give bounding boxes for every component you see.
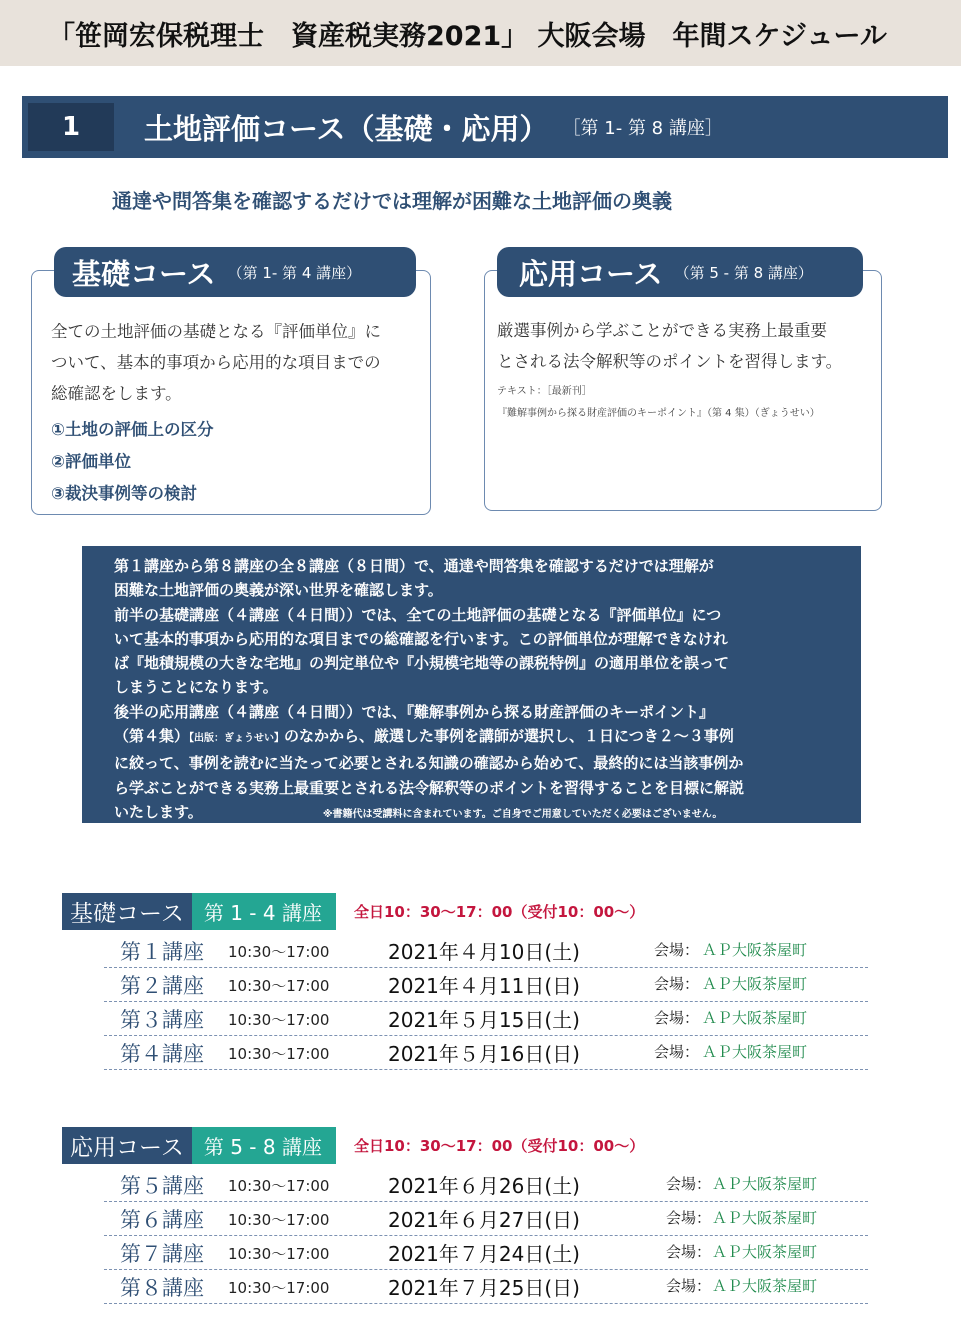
table-row [104,1270,868,1304]
venue-label: 会場： [654,1009,700,1027]
info-line [114,800,861,827]
lecture-number: 第２講座 [120,974,204,998]
info-line: しまうことになります。 [114,678,278,697]
advanced-schedule-time: 全日10：30～17：00（受付10：00～） [353,1137,645,1155]
advanced-desc-line: 厳選事例から学ぶことができる実務上最重要 [497,321,827,340]
basic-course-description [51,316,421,409]
venue-name: ＡＰ大阪茶屋町 [702,1009,808,1027]
lecture-time: 10:30～17:00 [228,1245,330,1263]
venue-name: ＡＰ大阪茶屋町 [702,941,808,959]
basic-desc-line: 総確認をします。 [51,384,182,403]
lecture-number: 第７講座 [120,1242,204,1266]
lecture-time: 10:30～17:00 [228,943,330,961]
info-line: ば『地積規模の大きな宅地』の判定単位や『小規模宅地等の課税特例』の適用単位を誤って [114,654,730,673]
lecture-number: 第８講座 [120,1276,204,1300]
basic-schedule-name: 基礎コース [62,893,192,930]
table-row [104,1236,868,1270]
venue-name: ＡＰ大阪茶屋町 [712,1243,818,1261]
lecture-number: 第６講座 [120,1208,204,1232]
venue-label: 会場： [666,1175,712,1193]
book-fee-note: ※書籍代は受講料に含まれています。ご自身でご用意していただく必要はございません。 [322,808,723,820]
info-line-part: いたします。 [114,802,203,821]
section-header [22,96,948,158]
venue-label: 会場： [654,1043,700,1061]
venue-label: 会場： [654,941,700,959]
table-row [104,934,868,968]
basic-desc-line: 全ての土地評価の基礎となる『評価単位』に [51,322,381,341]
basic-schedule-range: 第 1 - 4 講座 [192,893,336,930]
basic-point-2: ②評価単位 [51,452,131,471]
venue-name: ＡＰ大阪茶屋町 [702,975,808,993]
section-number: 1 [28,103,114,151]
lecture-time: 10:30～17:00 [228,1045,330,1063]
lecture-date: 2021年７月25日(日) [388,1276,580,1300]
lecture-date: 2021年４月10日(土) [388,940,580,964]
info-line: 後半の応用講座（４講座（４日間））では、『難解事例から探る財産評価のキーポイント』 [114,702,715,721]
lecture-date: 2021年７月24日(土) [388,1242,580,1266]
lecture-time: 10:30～17:00 [228,1011,330,1029]
advanced-schedule-header [62,1127,644,1164]
basic-schedule-header [62,893,644,930]
lecture-number: 第４講座 [120,1042,204,1066]
basic-course-name: 基礎コース [72,256,216,291]
basic-course-tab [54,247,416,297]
advanced-course-range: （第 5 - 第 8 講座） [674,263,813,282]
section-title [144,96,723,158]
basic-point-3: ③裁決事例等の検討 [51,484,197,503]
venue-name: ＡＰ大阪茶屋町 [712,1277,818,1295]
basic-schedule-time: 全日10：30～17：00（受付10：00～） [353,903,645,921]
advanced-course-name: 応用コース [519,256,663,291]
section-subtitle: 通達や問答集を確認するだけでは理解が困難な土地評価の奥義 [112,189,672,213]
info-line-part: （第４集） [114,727,190,746]
venue-label: 会場： [654,975,700,993]
lecture-date: 2021年４月11日(日) [388,974,580,998]
lecture-time: 10:30～17:00 [228,1177,330,1195]
textbook-title: 『難解事例から探る財産評価のキーポイント』（第 4 集）（ぎょうせい） [497,408,820,419]
lecture-date: 2021年６月26日(土) [388,1174,580,1198]
section-range: ［第 1- 第 8 講座］ [562,118,723,139]
basic-course-range: （第 1- 第 4 講座） [227,263,362,282]
venue-name: ＡＰ大阪茶屋町 [712,1175,818,1193]
info-line: いて基本的事項から応用的な項目までの総確認を行います。この評価単位が理解できなけれ [114,629,728,648]
advanced-schedule-name: 応用コース [62,1127,192,1164]
textbook-label: テキスト：［最新刊］ [497,386,592,397]
table-row [104,968,868,1002]
lecture-number: 第３講座 [120,1008,204,1032]
table-row [104,1202,868,1236]
venue-name: ＡＰ大阪茶屋町 [702,1043,808,1061]
info-line: 困難な土地評価の奥義が深い世界を確認します。 [114,581,443,600]
info-line-part: のなかから、厳選した事例を講師が選択し、１日につき２～３事例 [284,727,734,746]
section-title-text: 土地評価コース（基礎・応用） [144,111,549,146]
advanced-desc-line: とされる法令解釈等のポイントを習得します。 [497,352,843,371]
lecture-number: 第５講座 [120,1174,204,1198]
advanced-course-tab [497,247,863,297]
venue-label: 会場： [666,1277,712,1295]
lecture-time: 10:30～17:00 [228,977,330,995]
table-row [104,1036,868,1070]
lecture-number: 第１講座 [120,940,204,964]
lecture-date: 2021年５月16日(日) [388,1042,580,1066]
table-row [104,1002,868,1036]
lecture-time: 10:30～17:00 [228,1279,330,1297]
lecture-time: 10:30～17:00 [228,1211,330,1229]
course-info-box [82,546,861,823]
advanced-course-description [497,315,872,377]
publisher-note: 【出版：ぎょうせい】 [189,733,285,745]
info-line: に絞って、事例を読むに当たって必要とされる知識の確認から始めて、最終的には当該事例か [114,754,744,773]
advanced-schedule-range: 第 5 - 8 講座 [192,1127,336,1164]
info-line: ら学ぶことができる実務上最重要とされる法令解釈等のポイントを習得することを目標に解説 [114,778,745,797]
info-line: 前半の基礎講座（４講座（４日間））では、全ての土地評価の基礎となる『評価単位』につ [114,605,722,624]
venue-label: 会場： [666,1243,712,1261]
lecture-date: 2021年６月27日(日) [388,1208,580,1232]
venue-label: 会場： [666,1209,712,1227]
lecture-date: 2021年５月15日(土) [388,1008,580,1032]
info-line: 第１講座から第８講座の全８講座（８日間）で、通達や問答集を確認するだけでは理解が [114,557,714,575]
venue-name: ＡＰ大阪茶屋町 [712,1209,818,1227]
basic-desc-line: ついて、基本的事項から応用的な項目までの [51,353,381,372]
info-line [114,724,861,751]
table-row [104,1168,868,1202]
basic-point-1: ①土地の評価上の区分 [51,420,214,439]
page-title: 「笹岡宏保税理士 資産税実務2021」 大阪会場 年間スケジュール [0,0,961,66]
